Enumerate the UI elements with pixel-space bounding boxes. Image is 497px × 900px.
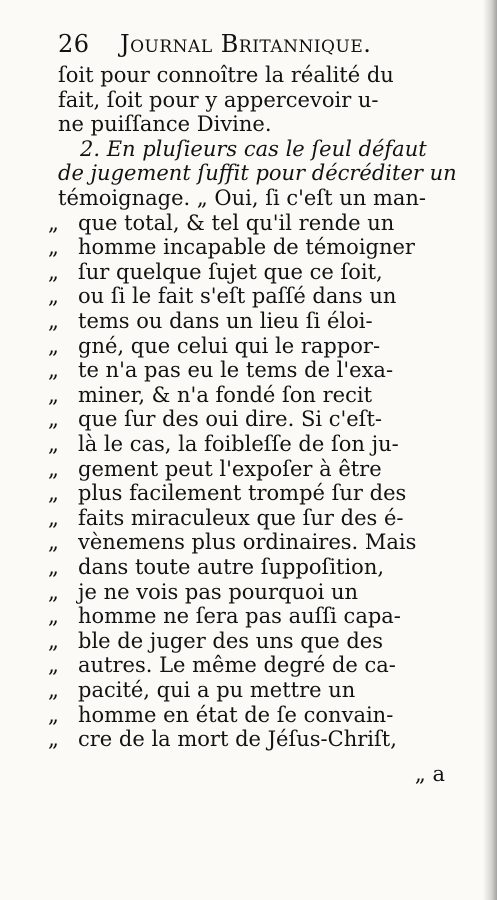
line-text: témoignage. „ Oui, ſi c'eſt un man-: [58, 186, 427, 210]
page-number: 26: [58, 30, 90, 58]
line-text: pacité, qui a pu mettre un: [78, 678, 356, 702]
line-text: homme incapable de témoigner: [78, 235, 415, 260]
text-line: [0, 357, 497, 383]
line-text: ou ſi le fait s'eſt paſſé dans un: [78, 284, 397, 309]
text-line: [0, 87, 497, 113]
running-header: [58, 30, 418, 62]
text-line: [0, 726, 497, 752]
quote-mark: „: [48, 604, 59, 629]
line-text: que ſur des oui dire. Si c'eſt-: [78, 407, 382, 432]
line-text: te n'a pas eu le tems de l'exa-: [78, 358, 394, 383]
quote-mark: „: [48, 284, 59, 309]
text-line: [0, 480, 497, 506]
line-text: faits miraculeux que ſur des é-: [78, 505, 404, 530]
text-line: [0, 628, 497, 654]
text-line: [0, 210, 497, 236]
quote-mark: „: [48, 456, 59, 481]
text-line: [0, 406, 497, 432]
quote-mark: „: [48, 259, 59, 284]
line-text: plus facilement trompé ſur des: [78, 481, 407, 506]
quote-mark: „: [48, 505, 59, 530]
line-text: là le cas, la foibleſſe de ſon ju-: [78, 432, 399, 456]
line-text: ſur quelque ſujet que ce ſoit,: [78, 259, 383, 284]
line-text: fait, ſoit pour y appercevoir u-: [58, 87, 379, 112]
quote-mark: „: [48, 530, 59, 555]
line-text: homme en état de ſe convain-: [78, 702, 394, 727]
line-text: je ne vois pas pourquoi un: [78, 579, 359, 604]
text-line: [0, 111, 497, 137]
quote-mark: „: [48, 481, 59, 506]
line-text: ſoit pour connoître la réalité du: [58, 63, 394, 87]
text-line: [0, 333, 497, 359]
text-line: [0, 579, 497, 605]
line-text: ble de juger des uns que des: [78, 628, 383, 653]
text-line: [0, 234, 497, 260]
line-text: miner, & n'a fondé ſon recit: [78, 382, 373, 407]
quote-mark: „: [48, 333, 59, 358]
line-text: vènemens plus ordinaires. Mais: [78, 530, 417, 555]
text-line: [0, 308, 497, 334]
running-title: Journal Britannique.: [120, 30, 372, 58]
quote-mark: „: [48, 407, 59, 432]
text-line: [0, 702, 497, 728]
quote-mark: „: [48, 702, 59, 727]
text-line: [0, 456, 497, 482]
text-line: [0, 160, 497, 186]
quote-mark: „: [48, 678, 59, 702]
line-text: autres. Le même degré de ca-: [78, 653, 396, 678]
line-text: tems ou dans un lieu ſi éloi-: [78, 309, 373, 333]
line-text: homme ne ſera pas auſſi capa-: [78, 604, 401, 629]
catchword: „ a: [414, 762, 445, 786]
quote-mark: „: [48, 628, 59, 653]
text-line: [0, 431, 497, 457]
text-line: [0, 259, 497, 285]
line-text: 2. En pluſieurs cas le ſeul défaut: [80, 136, 427, 161]
page-edge-shadow: [483, 0, 497, 900]
quote-mark: „: [48, 382, 59, 407]
line-text: gement peut l'expoſer à être: [78, 456, 382, 481]
quote-mark: „: [48, 309, 59, 333]
quote-mark: „: [48, 555, 59, 579]
quote-mark: „: [48, 235, 59, 260]
line-text: gné, que celui qui le rappor-: [78, 333, 381, 358]
line-text: dans toute autre ſuppoſition,: [78, 555, 385, 579]
text-line: [0, 529, 497, 555]
text-line: [0, 505, 497, 531]
text-line: [0, 652, 497, 678]
quote-mark: „: [48, 653, 59, 678]
text-line: [0, 382, 497, 408]
text-line: [0, 554, 497, 580]
text-line: [0, 677, 497, 703]
quote-mark: „: [48, 432, 59, 456]
quote-mark: „: [48, 210, 59, 235]
line-text: que total, & tel qu'il rende un: [78, 210, 395, 235]
quote-mark: „: [48, 727, 59, 752]
text-line: [0, 283, 497, 309]
quote-mark: „: [48, 579, 59, 604]
text-line: [0, 136, 497, 162]
line-text: cre de la mort de Jéſus-Chriſt,: [78, 727, 397, 752]
text-line: [0, 62, 497, 88]
line-text: ne puiſſance Divine.: [58, 112, 272, 137]
quote-mark: „: [48, 358, 59, 383]
text-line: [0, 185, 497, 211]
line-text: de jugement ſuffit pour décréditer un: [58, 161, 457, 186]
text-line: [0, 603, 497, 629]
